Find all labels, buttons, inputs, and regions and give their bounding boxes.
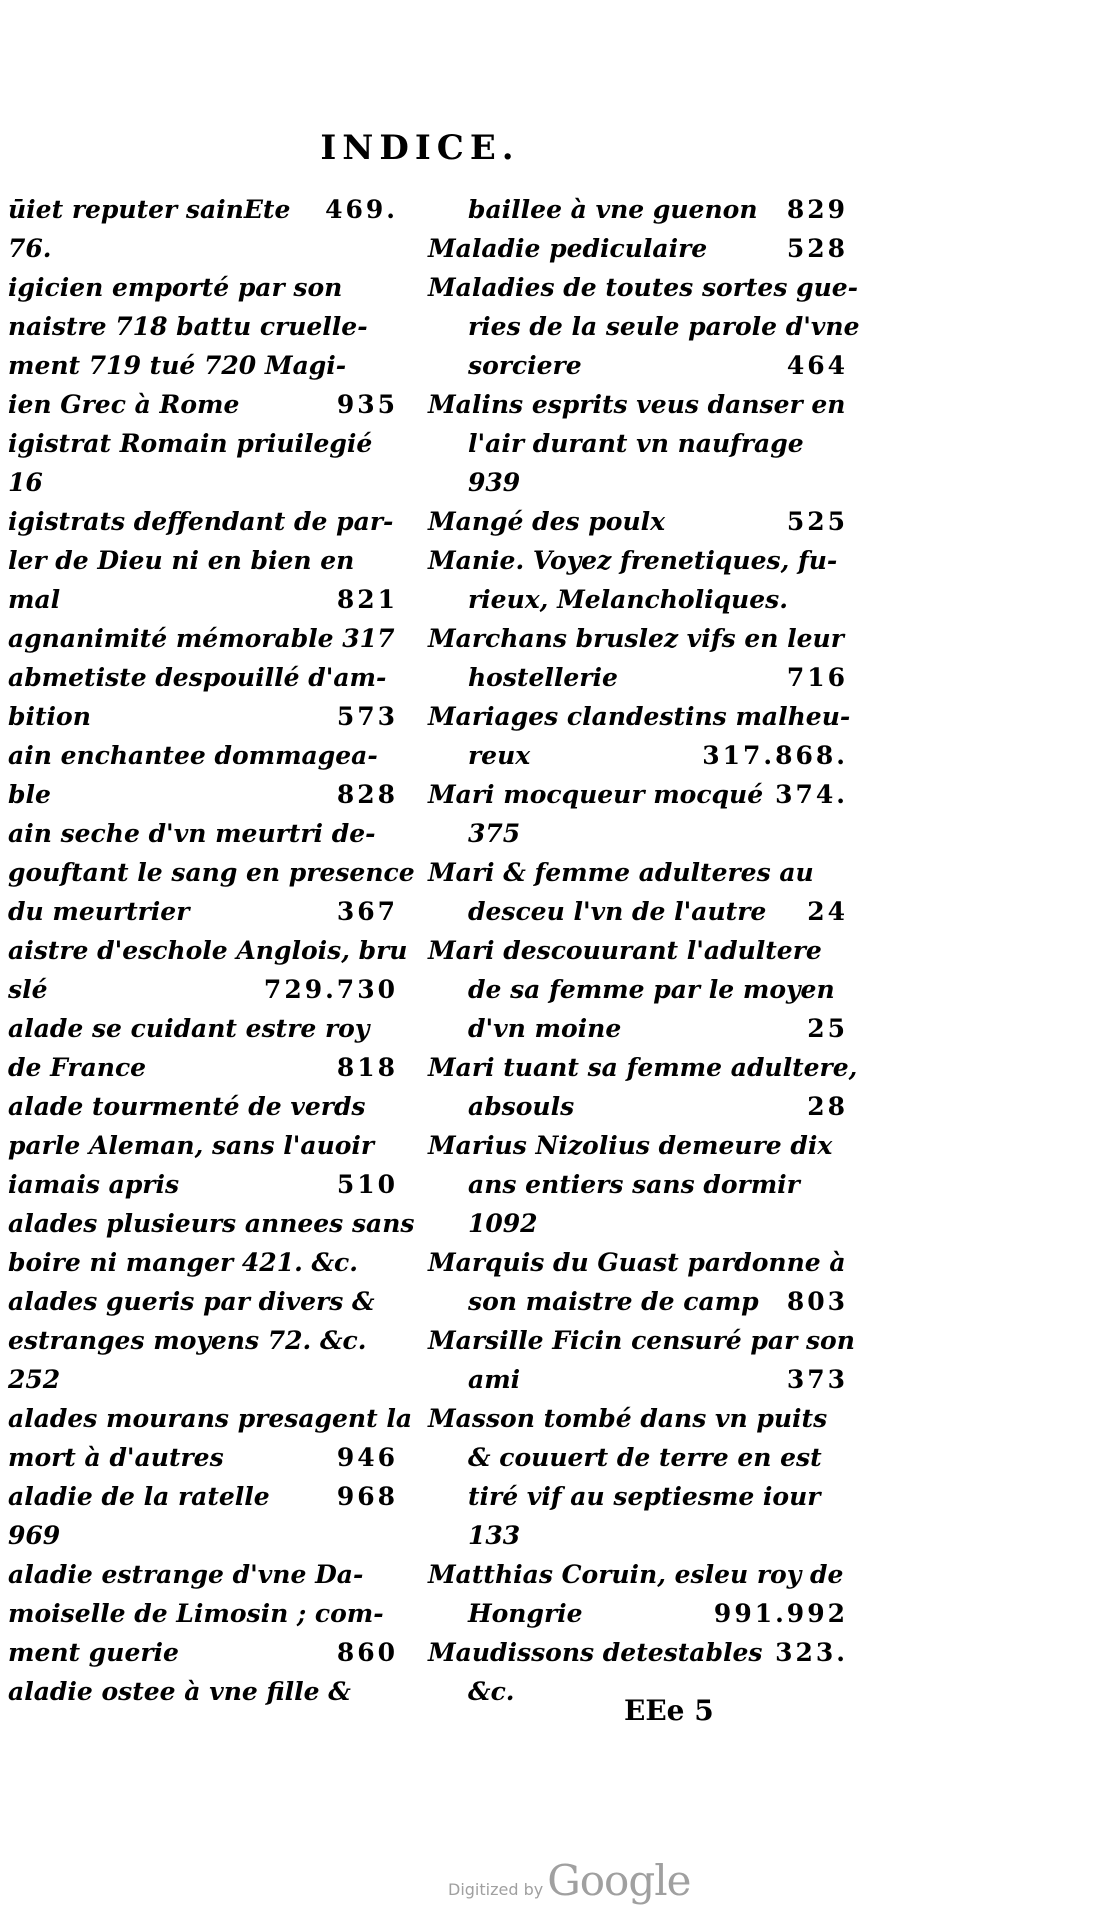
right-entry-line [428,853,848,892]
entry-text: rieux, Melancholiques. [468,585,788,614]
left-entry-line [8,1594,398,1633]
right-entry-line [428,190,848,229]
entry-text: Manie. Voyez frenetiques, fu- [428,546,838,575]
entry-text: boire ni manger 421. &c. [8,1248,358,1277]
right-entry-line [428,892,848,931]
digitized-by-label: Digitized by [448,1880,544,1899]
left-entry-line [8,463,398,502]
entry-text: iamais apris [8,1170,180,1199]
left-entry-line [8,970,398,1009]
entry-page-number: 25 [807,1014,848,1043]
right-entry-line [428,1204,848,1243]
entry-text: Mari mocqueur mocqué [428,780,764,809]
left-entry-line [8,736,398,775]
left-entry-line [8,190,398,229]
left-entry-line [8,658,398,697]
right-entry-line [428,1126,848,1165]
right-entry-line [428,1438,848,1477]
entry-page-number: 374. [775,780,848,809]
left-entry-line [8,1204,415,1243]
right-entry-line [428,775,848,814]
left-entry-line [8,892,398,931]
entry-page-number: 323. [775,1638,848,1667]
entry-text: 133 [468,1521,521,1550]
entry-text: Marius Nizolius demeure dix [428,1131,833,1160]
right-entry-line [428,229,848,268]
right-entry-line [428,814,848,853]
left-index-column [8,190,415,1711]
entry-text: 939 [468,468,521,497]
entry-text: du meurtrier [8,897,190,926]
entry-page-number: 573 [336,702,398,731]
entry-text: Marsille Ficin censuré par son [428,1326,855,1355]
right-entry-line [428,346,848,385]
right-entry-line [428,619,848,658]
left-entry-line [8,385,398,424]
left-entry-line [8,697,398,736]
entry-page-number: 946 [336,1443,398,1472]
entry-text: Hongrie [468,1599,583,1628]
entry-text: igicien emporté par son [8,273,343,302]
right-entry-line [428,1516,848,1555]
entry-text: son maistre de camp [468,1287,759,1316]
entry-text: Maladies de toutes sortes gue- [428,273,859,302]
entry-text: Mari descouurant l'adultere [428,936,822,965]
entry-page-number: 716 [786,663,848,692]
entry-text: de sa femme par le moyen [468,975,835,1004]
left-entry-line [8,1399,413,1438]
entry-text: Marchans bruslez vifs en leur [428,624,844,653]
left-entry-line [8,775,398,814]
entry-text: 16 [8,468,43,497]
entry-text: &c. [468,1677,515,1706]
left-entry-line [8,1633,398,1672]
entry-page-number: 464 [786,351,848,380]
entry-text: sorciere [468,351,582,380]
entry-text: Masson tombé dans vn puits [428,1404,828,1433]
right-entry-line [428,931,848,970]
entry-text: Matthias Coruin, esleu roy de [428,1560,844,1589]
entry-page-number: 510 [336,1170,398,1199]
entry-text: Malins esprits veus danser en [428,390,846,419]
right-entry-line [428,385,848,424]
entry-page-number: 373 [786,1365,848,1394]
entry-page-number: 821 [336,585,398,614]
entry-page-number: 968 [336,1482,398,1511]
entry-page-number: 803 [786,1287,848,1316]
entry-text: aistre d'eschole Anglois, bru [8,936,408,965]
right-entry-line [428,1633,848,1672]
entry-page-number: 28 [807,1092,848,1121]
left-entry-line [8,541,398,580]
left-entry-line [8,1126,398,1165]
entry-text: 375 [468,819,521,848]
entry-text: ment guerie [8,1638,179,1667]
entry-text: 1092 [468,1209,538,1238]
entry-page-number: 935 [336,390,398,419]
right-entry-line [428,1048,858,1087]
left-entry-line [8,1360,398,1399]
entry-text: reux [468,741,531,770]
google-logo: Google [547,1856,691,1905]
left-entry-line [8,580,398,619]
right-entry-line [428,1399,848,1438]
entry-text: Mari & femme adulteres au [428,858,814,887]
entry-text: ries de la seule parole d'vne [468,312,860,341]
left-entry-line [8,1165,398,1204]
entry-page-number: 818 [336,1053,398,1082]
right-entry-line [428,463,848,502]
entry-text: ami [468,1365,521,1394]
entry-text: absouls [468,1092,575,1121]
right-entry-line [428,541,848,580]
right-entry-line [428,970,848,1009]
right-entry-line [428,1165,848,1204]
entry-text: ler de Dieu ni en bien en [8,546,355,575]
entry-page-number: 317.868. [702,741,848,770]
left-entry-line [8,502,398,541]
entry-text: Mari tuant sa femme adultere, [428,1053,858,1082]
left-entry-line [8,1555,398,1594]
right-entry-line [428,1282,848,1321]
left-entry-line [8,619,398,658]
left-entry-line [8,424,398,463]
left-entry-line [8,1516,398,1555]
entry-text: ain seche d'vn meurtri de- [8,819,376,848]
entry-text: aladie estrange d'vne Da- [8,1560,364,1589]
entry-text: slé [8,975,48,1004]
left-entry-line [8,268,398,307]
entry-text: igistrat Romain priuilegié [8,429,373,458]
entry-text: ien Grec à Rome [8,390,240,419]
right-entry-line [428,1555,848,1594]
entry-text: de France [8,1053,147,1082]
entry-text: estranges moyens 72. &c. [8,1326,367,1355]
right-entry-line [428,424,848,463]
left-entry-line [8,1477,398,1516]
right-entry-line [428,1009,848,1048]
entry-text: alade tourmenté de verds [8,1092,366,1121]
left-entry-line [8,931,408,970]
right-entry-line [428,1243,848,1282]
entry-text: mal [8,585,61,614]
entry-text: alades plusieurs annees sans [8,1209,415,1238]
entry-text: d'vn moine [468,1014,622,1043]
right-entry-line [428,268,859,307]
entry-text: Mariages clandestins malheu- [428,702,851,731]
entry-text: Maladie pediculaire [428,234,708,263]
right-entry-line [428,1477,848,1516]
entry-text: moiselle de Limosin ; com- [8,1599,384,1628]
entry-text: gouftant le sang en presence [8,858,415,887]
entry-text: Marquis du Guast pardonne à [428,1248,846,1277]
right-entry-line [428,580,848,619]
left-entry-line [8,346,398,385]
entry-text: agnanimité mémorable 317 [8,624,395,653]
left-entry-line [8,1009,398,1048]
entry-text: ment 719 tué 720 Magi- [8,351,347,380]
entry-text: mort à d'autres [8,1443,224,1472]
left-entry-line [8,1243,398,1282]
left-entry-line [8,229,398,268]
left-entry-line [8,307,398,346]
right-entry-line [428,1321,855,1360]
entry-text: desceu l'vn de l'autre [468,897,767,926]
signature-mark: EEe 5 [624,1694,714,1727]
right-entry-line [428,736,848,775]
entry-page-number: 828 [336,780,398,809]
left-entry-line [8,1438,398,1477]
right-entry-line [428,697,851,736]
left-entry-line [8,1087,398,1126]
page-title: INDICE. [320,128,520,168]
right-entry-line [428,1360,848,1399]
entry-text: ble [8,780,51,809]
entry-text: naistre 718 battu cruelle- [8,312,368,341]
right-entry-line [428,1087,848,1126]
left-entry-line [8,1321,398,1360]
entry-page-number: 525 [786,507,848,536]
left-entry-line [8,1672,398,1711]
entry-text: tiré vif au septiesme iour [468,1482,821,1511]
entry-page-number: 528 [786,234,848,263]
entry-text: aladie de la ratelle [8,1482,270,1511]
entry-text: baillee à vne guenon [468,195,758,224]
entry-text: 969 [8,1521,61,1550]
entry-text: Mangé des poulx [428,507,666,536]
entry-page-number: 367 [336,897,398,926]
entry-page-number: 829 [786,195,848,224]
entry-text: hostellerie [468,663,618,692]
right-entry-line [428,658,848,697]
right-entry-line [428,307,860,346]
entry-text: abmetiste despouillé d'am- [8,663,387,692]
left-entry-line [8,853,415,892]
left-entry-line [8,1282,398,1321]
entry-text: Maudissons detestables [428,1638,763,1667]
entry-page-number: 24 [807,897,848,926]
entry-text: aladie ostee à vne fille & [8,1677,351,1706]
entry-text: parle Aleman, sans l'auoir [8,1131,375,1160]
entry-text: ūiet reputer sainEte [8,195,291,224]
entry-page-number: 729.730 [263,975,398,1004]
entry-text: 76. [8,234,52,263]
entry-text: alade se cuidant estre roy [8,1014,370,1043]
entry-page-number: 991.992 [713,1599,848,1628]
entry-text: igistrats deffendant de par- [8,507,394,536]
entry-text: ain enchantee dommagea- [8,741,378,770]
entry-text: alades mourans presagent la [8,1404,413,1433]
entry-text: l'air durant vn naufrage [468,429,804,458]
entry-text: ans entiers sans dormir [468,1170,800,1199]
left-entry-line [8,814,398,853]
entry-text: bition [8,702,91,731]
left-entry-line [8,1048,398,1087]
right-entry-line [428,1594,848,1633]
right-entry-line [428,502,848,541]
right-index-column [428,190,860,1711]
entry-page-number: 469. [325,195,398,224]
digitized-watermark [448,1856,691,1905]
entry-text: & couuert de terre en est [468,1443,822,1472]
entry-text: 252 [8,1365,61,1394]
entry-text: alades gueris par divers & [8,1287,375,1316]
entry-page-number: 860 [336,1638,398,1667]
